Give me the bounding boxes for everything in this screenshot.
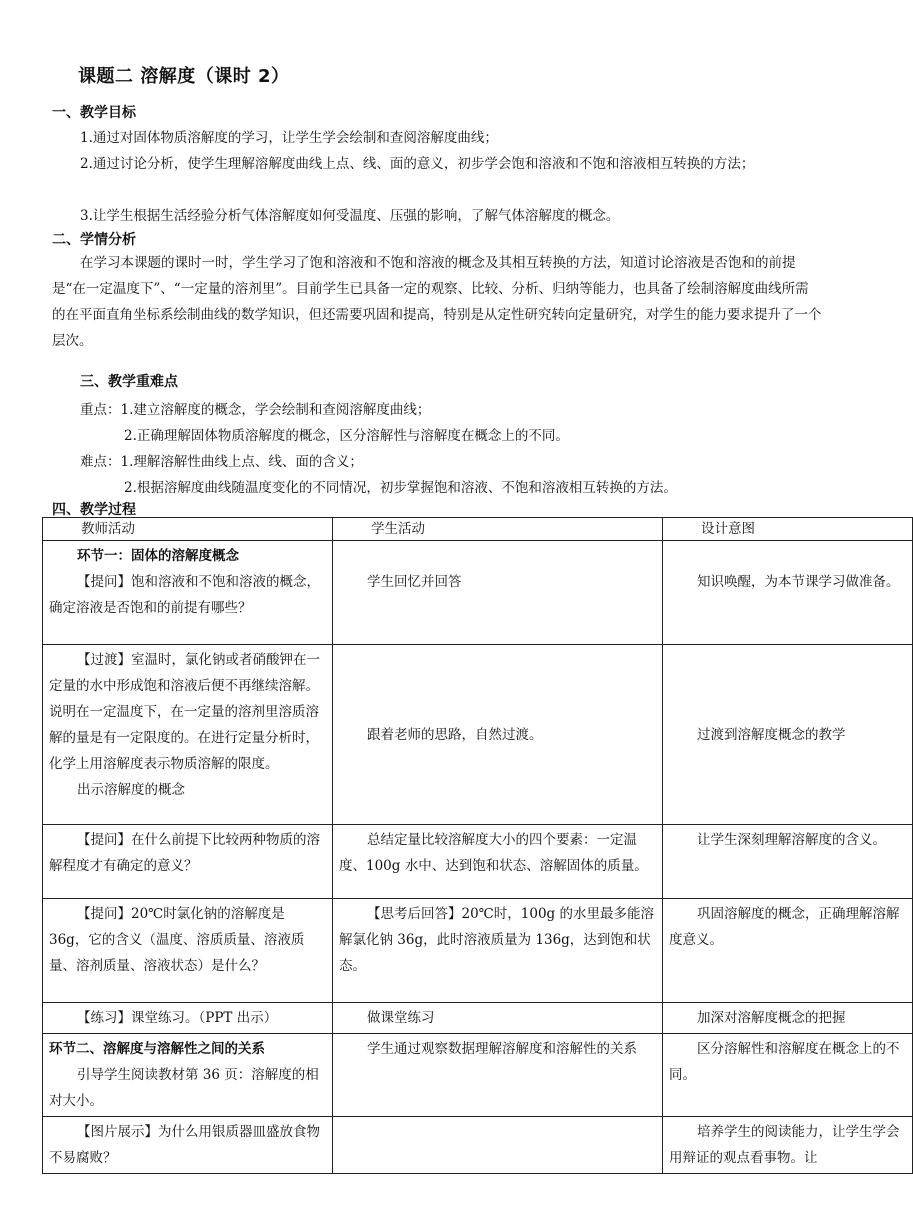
- design-intent: 让学生深刻理解溶解度的含义。: [697, 832, 886, 848]
- key-point: 重点：1.建立溶解度的概念，学会绘制和查阅溶解度曲线；: [80, 402, 431, 418]
- section-heading-key-points: 三、教学重难点: [80, 374, 178, 390]
- student-cell: [333, 1117, 663, 1174]
- design-intent: 过渡到溶解度概念的教学: [697, 726, 846, 743]
- design-intent: 区分溶解性和溶解度在概念上的不同。: [669, 1041, 900, 1083]
- intent-cell: [663, 1034, 913, 1117]
- section-heading-process: 四、教学过程: [52, 502, 136, 518]
- teacher-cell: [43, 1034, 333, 1117]
- design-intent: 知识唤醒，为本节课学习做准备。: [697, 574, 900, 590]
- student-cell: [333, 1034, 663, 1117]
- intent-cell: [663, 1003, 913, 1034]
- intent-cell: [663, 1117, 913, 1174]
- analysis-paragraph: 在学习本课题的课时一时，学生学习了饱和溶液和不饱和溶液的概念及其相互转换的方法，知道讨论溶液是否饱和的前提是“在一定温度下”、“一定量的溶剂里”。目前学生已具备一定的观察、比较、分析、归纳等能力，也具备了绘制溶解度曲线所需的在平面直角坐标系绘制曲线的数学知识，但还需要巩固和提高，特别是从定性研究转向定量研究，对学生的能力要求提升了一个层次。: [52, 255, 822, 349]
- student-activity: 学生回忆并回答: [367, 574, 462, 590]
- goal-item: 3.让学生根据生活经验分析气体溶解度如何受温度、压强的影响，了解气体溶解度的概念。: [80, 208, 620, 224]
- student-cell: [333, 825, 663, 899]
- column-header-intent: 设计意图: [663, 518, 913, 541]
- student-activity: 学生通过观察数据理解溶解度和溶解性的关系: [367, 1041, 637, 1057]
- student-cell: [333, 645, 663, 825]
- table-header-row: [43, 518, 913, 541]
- teacher-activity: 【提问】在什么前提下比较两种物质的溶解程度才有确定的意义？: [49, 832, 320, 874]
- table-row: [43, 1117, 913, 1174]
- teacher-activity-extra: 出示溶解度的概念: [77, 782, 185, 798]
- intent-cell: [663, 899, 913, 1003]
- teacher-activity: 【练习】课堂练习。（PPT 出示）: [77, 1010, 278, 1026]
- column-header-student: 学生活动: [333, 518, 663, 541]
- student-cell: [333, 1003, 663, 1034]
- stage-heading: 环节一：固体的溶解度概念: [77, 548, 239, 564]
- design-intent: 巩固溶解度的概念，正确理解溶解度意义。: [669, 906, 900, 948]
- goal-item: 1.通过对固体物质溶解度的学习，让学生学会绘制和查阅溶解度曲线；: [80, 130, 498, 146]
- teacher-cell: [43, 1003, 333, 1034]
- intent-cell: [663, 825, 913, 899]
- key-point: 2.正确理解固体物质溶解度的概念，区分溶解性与溶解度在概念上的不同。: [124, 428, 569, 444]
- table-row: [43, 1034, 913, 1117]
- teacher-activity: 【过渡】室温时，氯化钠或者硝酸钾在一定量的水中形成饱和溶液后便不再继续溶解。说明在一定温度下，在一定量的溶剂里溶质溶解的量是有一定限度的。在进行定量分析时，化学上用溶解度表示物质溶解的限度。: [49, 652, 320, 772]
- student-activity: 【思考后回答】20℃时，100g 的水里最多能溶解氯化钠 36g，此时溶液质量为 136g，达到饱和状态。: [339, 906, 654, 974]
- intent-cell: [663, 645, 913, 825]
- section-heading-goals: 一、教学目标: [52, 105, 136, 121]
- goal-item: 2.通过讨论分析，使学生理解溶解度曲线上点、线、面的意义，初步学会饱和溶液和不饱和溶液相互转换的方法；: [80, 156, 755, 172]
- student-cell: [333, 541, 663, 645]
- page-title: 课题二 溶解度（课时 2）: [78, 66, 290, 87]
- teacher-activity: 【提问】饱和溶液和不饱和溶液的概念，确定溶液是否饱和的前提有哪些？: [49, 574, 320, 616]
- difficulty-point: 难点：1.理解溶解性曲线上点、线、面的含义；: [80, 454, 363, 470]
- intent-cell: [663, 541, 913, 645]
- student-cell: [333, 899, 663, 1003]
- teacher-cell: [43, 899, 333, 1003]
- teacher-cell: [43, 541, 333, 645]
- column-header-teacher: 教师活动: [43, 518, 333, 541]
- student-activity: 做课堂练习: [367, 1010, 435, 1026]
- teacher-activity: 引导学生阅读教材第 36 页：溶解度的相对大小。: [49, 1067, 319, 1109]
- teacher-cell: [43, 645, 333, 825]
- student-activity: 总结定量比较溶解度大小的四个要素：一定温度、100g 水中、达到饱和状态、溶解固体的质量。: [339, 832, 648, 874]
- table-row: [43, 1003, 913, 1034]
- table-row: [43, 541, 913, 645]
- difficulty-point: 2.根据溶解度曲线随温度变化的不同情况，初步掌握饱和溶液、不饱和溶液相互转换的方法。: [124, 480, 677, 496]
- table-row: [43, 899, 913, 1003]
- table-row: [43, 825, 913, 899]
- teacher-activity: 【提问】20℃时氯化钠的溶解度是 36g，它的含义（温度、溶质质量、溶液质量、溶剂质量、溶液状态）是什么？: [49, 906, 305, 974]
- stage-heading: 环节二、溶解度与溶解性之间的关系: [49, 1041, 265, 1057]
- teacher-cell: [43, 825, 333, 899]
- teaching-process-table: [42, 517, 913, 1174]
- section-heading-analysis: 二、学情分析: [52, 232, 136, 248]
- design-intent: 加深对溶解度概念的把握: [697, 1010, 846, 1026]
- design-intent: 培养学生的阅读能力，让学生学会用辩证的观点看事物。让: [669, 1124, 900, 1166]
- teacher-cell: [43, 1117, 333, 1174]
- table-row: [43, 645, 913, 825]
- student-activity: 跟着老师的思路，自然过渡。: [367, 726, 543, 743]
- teacher-activity: 【图片展示】为什么用银质器皿盛放食物不易腐败？: [49, 1124, 320, 1166]
